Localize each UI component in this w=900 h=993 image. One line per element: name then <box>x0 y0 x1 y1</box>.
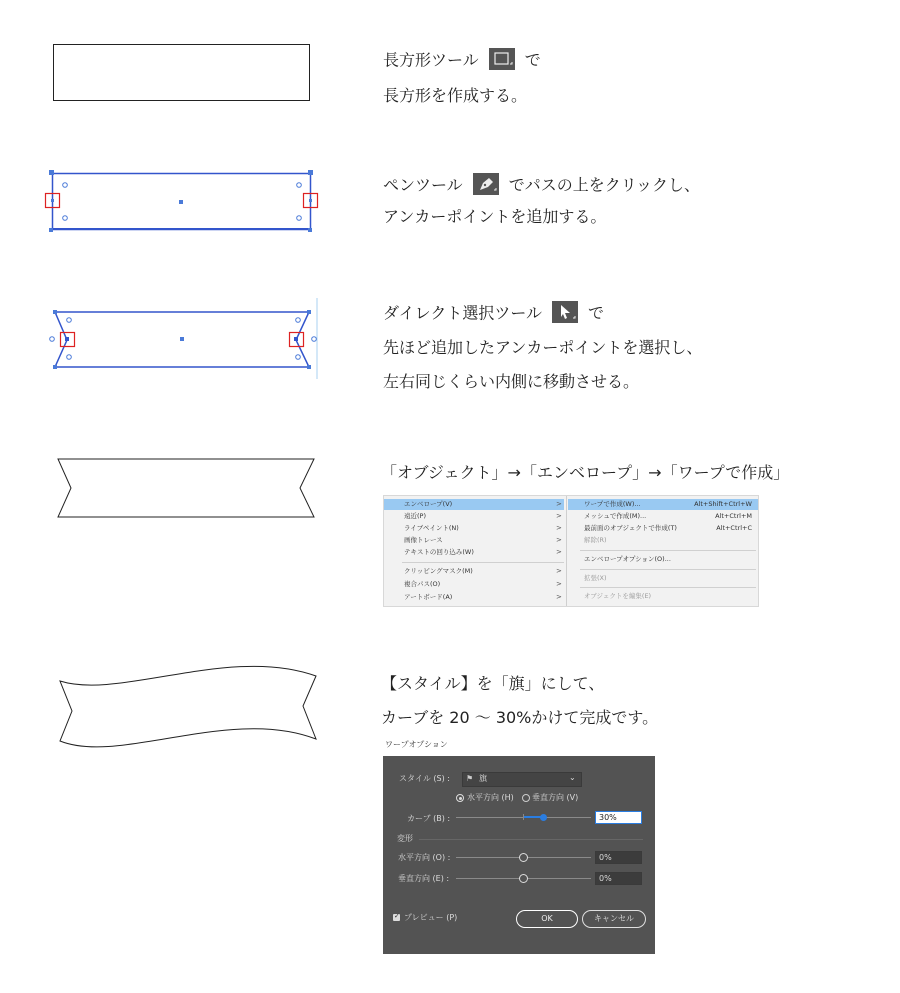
submenu-arrow-icon: > <box>556 512 562 520</box>
submenu-arrow-icon: > <box>556 548 562 556</box>
menu-item-make-with-top-object[interactable]: 最前面のオブジェクトで作成(T) Alt+Ctrl+C <box>584 524 752 532</box>
shortcut-text: Alt+Shift+Ctrl+W <box>694 500 752 508</box>
menu-item-edit-contents[interactable]: オブジェクトを編集(E) <box>584 592 652 600</box>
step5-line2: カーブを 20 ～ 30%かけて完成です。 <box>381 708 659 727</box>
distort-v-value-field[interactable]: 0% <box>595 872 642 885</box>
ok-button[interactable]: OK <box>516 910 578 928</box>
step4-line1: 「オブジェクト」→「エンベロープ」→「ワープで作成」 <box>381 463 790 482</box>
section-divider <box>419 839 643 840</box>
horizontal-label: 水平方向 (H) <box>467 793 514 802</box>
shortcut-text: Alt+Ctrl+M <box>715 512 752 520</box>
distort-h-label: 水平方向 (O) : <box>398 853 451 862</box>
step1-line2: 長方形を作成する。 <box>383 86 528 105</box>
horizontal-radio[interactable] <box>456 794 464 802</box>
vertical-radio[interactable] <box>522 794 530 802</box>
step2-text-after: でパスの上をクリックし、 <box>508 175 701 195</box>
menu-item-envelope[interactable]: エンベロープ(V) <box>384 499 564 510</box>
menu-item-artboard[interactable]: アートボード(A) <box>404 593 453 601</box>
menu-item-live-paint[interactable]: ライブペイント(N) <box>404 524 459 532</box>
slider-center-tick <box>523 814 524 820</box>
menu-item-release[interactable]: 解除(R) <box>584 536 607 544</box>
curve-slider-knob[interactable] <box>540 814 547 821</box>
step3-text-after: で <box>588 303 605 323</box>
submenu-arrow-icon: > <box>556 567 562 575</box>
submenu-arrow-icon: > <box>556 580 562 588</box>
menu-item-image-trace[interactable]: 画像トレース <box>404 536 443 544</box>
distort-v-label: 垂直方向 (E) : <box>398 874 450 883</box>
step1-text-before: 長方形ツール <box>383 50 479 70</box>
menu-item-text-wrap[interactable]: テキストの回り込み(W) <box>404 548 474 556</box>
submenu-arrow-icon: > <box>556 536 562 544</box>
warp-options-dialog <box>383 756 655 954</box>
submenu-arrow-icon: > <box>556 593 562 601</box>
cancel-button[interactable]: キャンセル <box>582 910 646 928</box>
distortion-label: 変形 <box>397 834 413 843</box>
vertical-label: 垂直方向 (V) <box>532 793 579 802</box>
submenu-arrow-icon: > <box>556 500 562 508</box>
menu-item-perspective[interactable]: 遠近(P) <box>404 512 426 520</box>
menu-item-compound-path[interactable]: 複合パス(O) <box>404 580 441 588</box>
step3-text-before: ダイレクト選択ツール <box>383 303 543 323</box>
distort-v-slider-knob[interactable] <box>519 874 528 883</box>
curve-label: カーブ (B) : <box>407 814 451 823</box>
step5-line1: 【スタイル】を「旗」にして、 <box>381 674 605 693</box>
curve-value-field[interactable]: 30% <box>595 811 642 824</box>
menu-item-make-with-mesh[interactable]: メッシュで作成(M)... Alt+Ctrl+M <box>584 512 752 520</box>
step3-line2: 先ほど追加したアンカーポイントを選択し、 <box>383 338 703 357</box>
chevron-down-icon: ⌄ <box>569 773 576 782</box>
menu-item-expand[interactable]: 拡張(X) <box>584 574 607 582</box>
step3-line3: 左右同じくらい内側に移動させる。 <box>383 372 640 391</box>
preview-label: プレビュー (P) <box>404 913 458 922</box>
dialog-caption: ワープオプション <box>385 740 448 749</box>
checkmark-icon: ✓ <box>394 912 400 920</box>
flag-style-icon: ⚑ <box>466 774 474 783</box>
menu-item-clipping-mask[interactable]: クリッピングマスク(M) <box>404 567 473 575</box>
style-label: スタイル (S) : <box>399 774 450 783</box>
step2-line2: アンカーポイントを追加する。 <box>383 207 607 226</box>
distort-h-slider-knob[interactable] <box>519 853 528 862</box>
style-select[interactable] <box>462 772 582 787</box>
style-select-value: 旗 <box>479 774 487 783</box>
radio-dot-icon <box>459 797 462 800</box>
shortcut-text: Alt+Ctrl+C <box>716 524 752 532</box>
menu-item-make-with-warp[interactable]: ワープで作成(W)... Alt+Shift+Ctrl+W <box>568 499 758 510</box>
menu-item-envelope-options[interactable]: エンベロープオプション(O)... <box>584 555 671 563</box>
step2-text-before: ペンツール <box>383 175 463 195</box>
submenu-arrow-icon: > <box>556 524 562 532</box>
step1-text-after: で <box>524 50 541 70</box>
distort-h-value-field[interactable]: 0% <box>595 851 642 864</box>
preview-checkbox[interactable] <box>393 914 400 921</box>
